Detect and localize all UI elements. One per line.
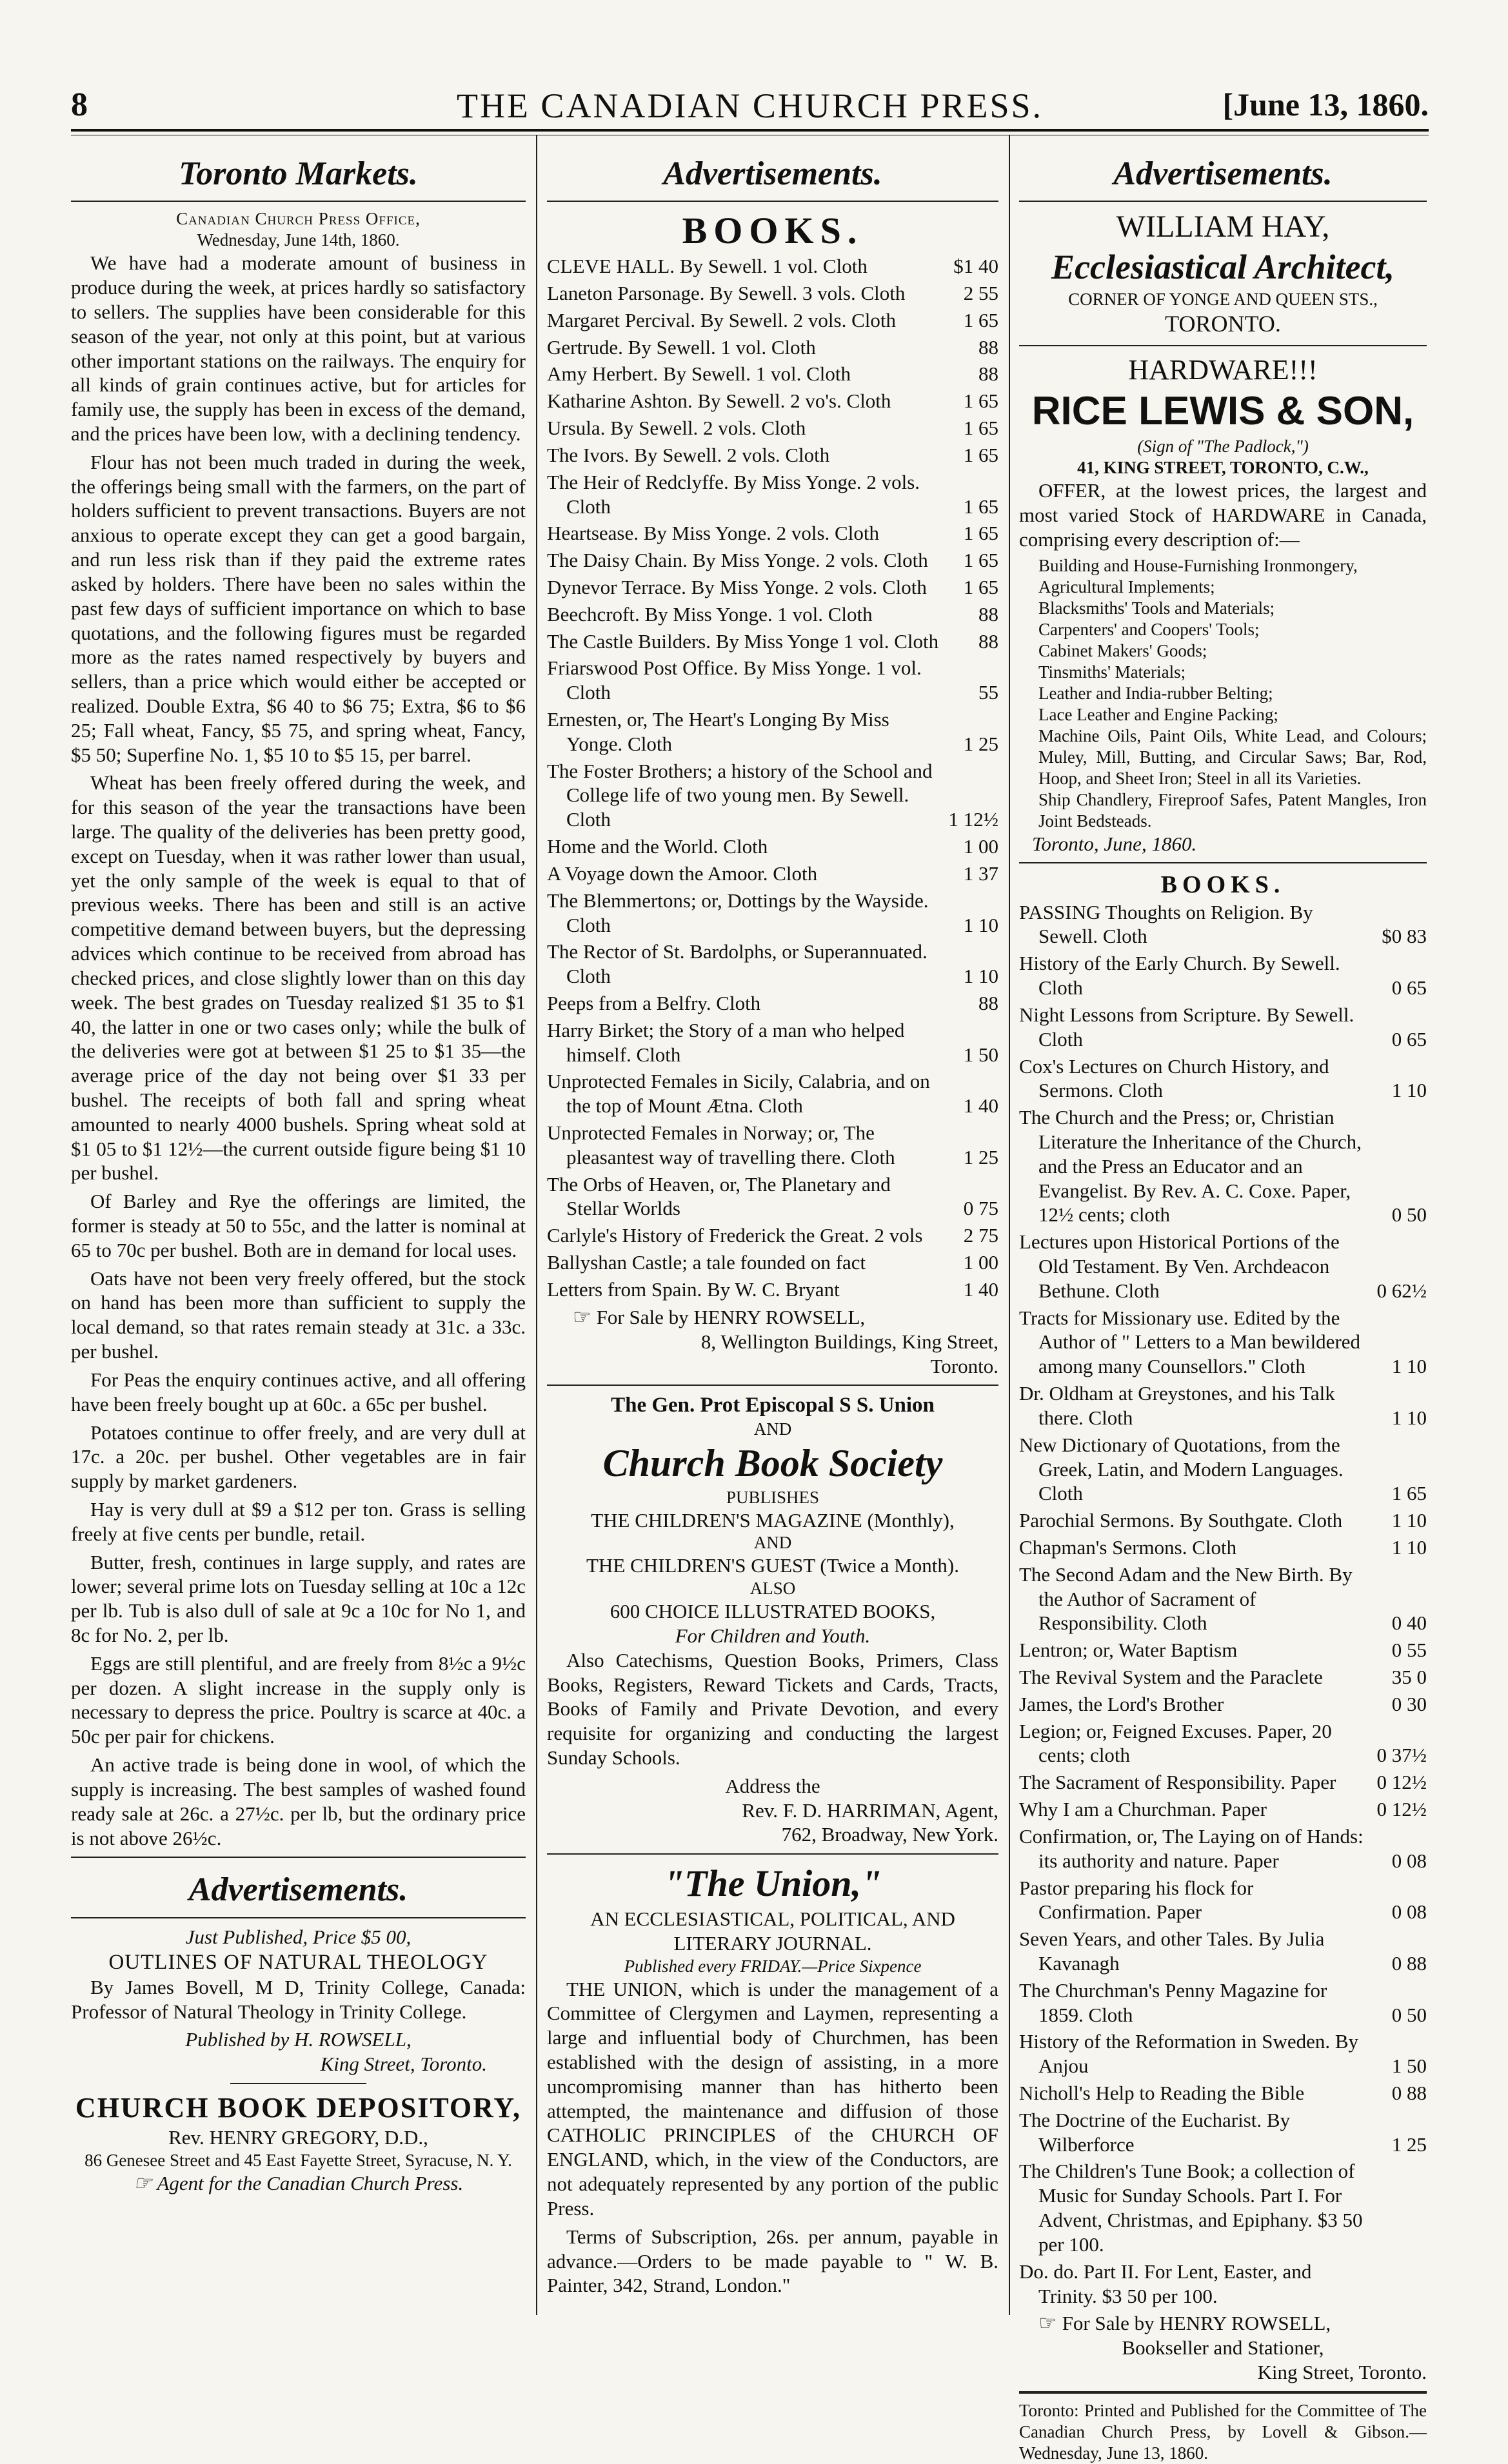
book-listing [547,991,998,1016]
book-listing [1019,1824,1427,1873]
book-title: Why I am a Churchman. Paper [1019,1798,1267,1821]
book-price: 1 10 [1391,1406,1427,1429]
book-title: Margaret Percival. By Sewell. 2 vols. Cloth [547,308,896,331]
address-the: Address the [725,1774,820,1797]
advertisements-heading: Advertisements. [188,1871,408,1909]
book-price: 1 65 [963,443,998,466]
hay-title: Ecclesiastical Architect, [1051,247,1394,286]
book-title: Lentron; or, Water Baptism [1019,1639,1238,1662]
book-price: 0 88 [1391,1951,1427,1975]
advertisements-heading: Advertisements. [663,155,882,192]
column-advertisements [1019,142,1427,2463]
book-listing [1019,2081,1427,2105]
markets-paragraph: Of Barley and Rye the offerings are limited, the former is steady at 50 to 55c, and the latter is nominal at 65 to 70c per bushel. Both are in demand for local uses. [71,1190,526,1261]
rice-lewis-title: RICE LEWIS & SON, [1031,389,1414,434]
book-title: PASSING Thoughts on Religion. By Sewell. Cloth [1019,900,1313,948]
book-listing [1019,1797,1427,1822]
depository-title: CHURCH BOOK DEPOSITORY, [75,2092,522,2124]
sale-role: Bookseller and Stationer, [1122,2336,1324,2360]
book-price: 1 10 [963,913,998,936]
and-label: AND [753,1419,792,1439]
markets-paragraph: Flour has not been much traded in during the week, the offerings being small with the farmers, on the part of holders sufficient to prevent transactions. Buyers are not anxious to operate except they can get a good bargain, and run less risk than if they paid the extreme rates asked by holders. There have been no sales within the past few days of sufficient importance on which to base quotations, and the following figures must be regarded more as the rates named respectively by buyers and sellers, than a price which would either be accepted or realized. Double Extra, $6 40 to $6 75; Extra, $6 to $6 25; Fall wheat, Fancy, $5 75, and spring wheat, Fancy, $5 50; Superfine No. 1, $5 10 to $5 15, per barrel. [71,450,526,766]
book-listing [1019,1638,1427,1662]
book-title: The Rector of St. Bardolphs, or Superannuated. Cloth [547,940,928,988]
books-title: BOOKS. [1160,871,1285,899]
book-price: 1 10 [1391,1079,1427,1102]
book-title: Seven Years, and other Tales. By Julia Kavanagh [1019,1927,1325,1975]
book-title: Pastor preparing his flock for Confirmation. Paper [1019,1876,1254,1924]
union-body: THE UNION, which is under the management of a Committee of Clergymen and Laymen, representing a large and influential body of Churchmen, has been established with the design of assisting, in a more uncompromising manner than has hitherto been attempted, the maintenance and diffusion of those CATHOLIC PRINCIPLES of the CHURCH OF ENGLAND, which, in the view of the Conductors, are not adequately represented by any portion of the public Press. [547,1977,998,2220]
book-price: 1 65 [963,522,998,545]
book-price: 1 25 [963,732,998,755]
divider [1019,862,1427,863]
book-listing [1019,1105,1427,1227]
hardware-item: Tinsmiths' Materials; [1038,662,1186,682]
union-subtitle: AN ECCLESIASTICAL, POLITICAL, AND LITERARY JOURNAL. [590,1907,955,1955]
book-price: 1 12½ [948,808,998,831]
outlines-author: By James Bovell, M D, Trinity College, Canada: Professor of Natural Theology in Trinity College. [71,1975,526,2023]
book-listing [547,575,998,600]
book-listing [1019,1665,1427,1690]
book-listing [547,602,998,627]
book-price: 0 62½ [1376,1279,1427,1302]
book-title: The Orbs of Heaven, or, The Planetary and Stellar Worlds [547,1172,891,1220]
markets-paragraph: Butter, fresh, continues in large supply, and rates are lower; several prime lots on Tuesday selling at 10c a 12c per lb. Tub is also dull of sale at 9c a 10c for No 1, and 8c for No. 2, per lb. [71,1550,526,1646]
book-listing [1019,1433,1427,1506]
book-price: 0 65 [1391,1027,1427,1050]
society-line: The Gen. Prot Episcopal S S. Union [611,1394,935,1417]
agent-address: 762, Broadway, New York. [781,1823,998,1846]
book-listing [1019,1054,1427,1103]
book-price: 1 25 [963,1145,998,1168]
book-listing [1019,2108,1427,2157]
book-price: 1 65 [963,575,998,598]
markets-heading: Toronto Markets. [179,155,418,192]
book-price: 0 88 [1391,2082,1427,2105]
publishes-label: PUBLISHES [726,1487,820,1507]
book-listing [547,862,998,886]
book-listing [547,254,998,279]
book-price: 2 55 [963,282,998,304]
divider [71,201,526,202]
rice-sign: (Sign of "The Padlock,") [1137,437,1309,456]
book-title: History of the Reformation in Sweden. By Anjou [1019,2030,1359,2078]
book-price: 88 [978,629,998,653]
book-price: 1 65 [1391,1482,1427,1505]
book-price: 1 65 [963,308,998,331]
book-title: The Church and the Press; or, Christian Literature the Inheritance of the Church, and the Press an Educator and an Evangelist. By Rev. A. C. Coxe. Paper, 12½ cents; cloth [1019,1106,1362,1227]
markets-dateline-date: Wednesday, June 14th, 1860. [197,230,400,250]
agent-text: Agent for the Canadian Church Press. [157,2172,464,2195]
union-published: Published every FRIDAY.—Price Sixpence [624,1956,922,1976]
book-listing [547,1172,998,1221]
hardware-item: Machine Oils, Paint Oils, White Lead, and Colours; Muley, Mill, Butting, and Circular Saws; Bar, Rod, Hoop, and Sheet Iron; Steel in all its Varieties. [1038,725,1427,788]
book-price: 1 25 [1391,2133,1427,2156]
book-price: 88 [978,335,998,359]
hardware-item: Lace Leather and Engine Packing; [1038,704,1278,724]
books-list [547,254,998,1302]
hardware-item: Leather and India-rubber Belting; [1038,683,1273,703]
book-listing [547,629,998,654]
hardware-item: Blacksmiths' Tools and Materials; [1038,598,1275,618]
book-title: Friarswood Post Office. By Miss Yonge. 1 vol. Cloth [547,656,922,704]
book-title: The Daisy Chain. By Miss Yonge. 2 vols. Cloth [547,549,928,572]
book-title: Nicholl's Help to Reading the Bible [1019,2082,1305,2105]
book-title: CLEVE HALL. By Sewell. 1 vol. Cloth [547,255,868,278]
sale-notice [1019,2311,1427,2336]
divider [547,1385,998,1386]
book-price: 0 75 [963,1197,998,1220]
book-listing [547,470,998,519]
book-listing [1019,1978,1427,2027]
book-price: 0 65 [1391,976,1427,1000]
book-listing [547,308,998,333]
book-listing [547,707,998,756]
book-price: 0 55 [1391,1639,1427,1662]
book-title: Laneton Parsonage. By Sewell. 3 vols. Cloth [547,282,906,304]
book-listing [547,416,998,440]
book-title: A Voyage down the Amoor. Cloth [547,862,818,885]
book-title: Dr. Oldham at Greystones, and his Talk there. Cloth [1019,1382,1335,1429]
book-title: The Churchman's Penny Magazine for 1859. Cloth [1019,1978,1327,2026]
book-title: Parochial Sermons. By Southgate. Cloth [1019,1509,1343,1532]
book-title: Lectures upon Historical Portions of the Old Testament. By Ven. Archdeacon Bethune. Cloth [1019,1230,1340,1302]
hardware-item: Ship Chandlery, Fireproof Safes, Patent Mangles, Iron Joint Bedsteads. [1038,789,1427,831]
hardware-title: HARDWARE!!! [1128,353,1318,386]
society-name: Church Book Society [602,1441,943,1484]
pointing-hand-icon: ☞ [133,2171,152,2195]
book-listing [1019,951,1427,1000]
book-price: 0 37½ [1376,1744,1427,1767]
book-listing [1019,2260,1427,2309]
published-address: King Street, Toronto. [320,2053,487,2076]
markets-paragraph: Oats have not been very freely offered, but the stock on hand has been more than sufficient to supply the local demand, so that rates remain steady at 31c. a 33c. per bushel. [71,1266,526,1363]
markets-paragraph: Wheat has been freely offered during the week, and for this season of the year the transactions have been large. The quality of the deliveries has been pretty good, except on Tuesday, when it was rather lower than usual, yet the only sample of the week is equal to that of previous weeks. There has been and still is an active competitive demand between buyers, but the depressing advices which continue to be received from abroad has checked prices, and close slightly lower than on this day week. The best grades on Tuesday realized $1 35 to $1 40, the latter in one or two cases only; while the bulk of the deliveries were got at between $1 25 to $1 35—the average price of the day not being over $1 33 per bushel. The receipts of both fall and spring wheat amounted to nearly 4000 bushels. Spring wheat sold at $1 05 to $1 12½—the current outside figure being $1 10 per bushel. [71,771,526,1185]
books-title: BOOKS. [682,210,864,252]
book-listing [1019,1927,1427,1976]
book-price: 0 50 [1391,1203,1427,1227]
book-listing [547,389,998,413]
book-listing [547,362,998,386]
book-title: The Revival System and the Paraclete [1019,1666,1323,1689]
column-markets [71,142,526,2315]
books-list [1019,900,1427,2309]
book-listing [547,548,998,573]
publication-title: THE CANADIAN CHURCH PRESS. [456,86,1044,125]
book-listing [1019,1381,1427,1430]
and-label: AND [753,1533,792,1553]
advertisements-heading: Advertisements. [1113,155,1333,192]
markets-paragraph: We have had a moderate amount of business in produce during the week, at prices hardly so satisfactory to sellers. The supplies have been considerable for this season of the year, not only at this point, but at various other important stations on the railways. The enquiry for all kinds of grain continues active, but for articles for family use, the supply has been in excess of the demand, and the prices have been low, with a declining tendency. [71,251,526,445]
book-listing [1019,1692,1427,1717]
book-listing [547,443,998,468]
book-title: Unprotected Females in Norway; or, The pleasantest way of travelling there. Cloth [547,1121,895,1168]
book-title: Gertrude. By Sewell. 1 vol. Cloth [547,335,816,359]
rice-address: 41, KING STREET, TORONTO, C.W., [1077,457,1369,477]
book-listing [547,759,998,832]
book-price: 1 50 [963,1043,998,1066]
book-listing [547,1250,998,1275]
markets-dateline-office: Canadian Church Press Office, [176,209,421,229]
just-published: Just Published, Price $5 00, [185,1925,412,1948]
book-title: The Ivors. By Sewell. 2 vols. Cloth [547,443,830,466]
also-label: ALSO [749,1579,796,1599]
book-price: 88 [978,991,998,1014]
hardware-list [1019,555,1427,831]
pointing-hand-icon: ☞ [1038,2311,1057,2335]
book-title: The Castle Builders. By Miss Yonge 1 vol. Cloth [547,629,939,653]
catechisms-text: Also Catechisms, Question Books, Primers, Class Books, Registers, Reward Tickets and Cards, Tracts, Books of Family and Private Devotion, and every requisite for organizing and conducting the largest Sunday Schools. [547,1648,998,1769]
sale-city: Toronto. [930,1354,998,1377]
book-price: 1 65 [963,417,998,440]
hardware-item: Carpenters' and Coopers' Tools; [1038,620,1260,640]
rice-offer: OFFER, at the lowest prices, the largest and most varied Stock of HARDWARE in Canada, comprising every description of:— [1019,478,1427,551]
book-title: Peeps from a Belfry. Cloth [547,991,761,1014]
book-title: New Dictionary of Quotations, from the Greek, Latin, and Modern Languages. Cloth [1019,1433,1344,1505]
divider [71,1857,526,1858]
for-children: For Children and Youth. [675,1624,871,1647]
book-price: 0 12½ [1376,1771,1427,1794]
book-price: 2 75 [963,1224,998,1247]
book-title: Ursula. By Sewell. 2 vols. Cloth [547,417,806,440]
book-listing [1019,1719,1427,1768]
book-listing [1019,2029,1427,2078]
depository-agent [71,2171,526,2196]
book-listing [547,335,998,360]
book-price: 1 37 [963,862,998,885]
hay-address: CORNER OF YONGE AND QUEEN STS., [1068,289,1378,309]
book-title: Carlyle's History of Frederick the Great. 2 vols [547,1224,923,1247]
book-listing [1019,1306,1427,1379]
book-title: The Heir of Redclyffe. By Miss Yonge. 2 vols. Cloth [547,470,920,518]
page-header [71,81,1429,126]
book-title: Beechcroft. By Miss Yonge. 1 vol. Cloth [547,602,873,626]
book-listing [547,1069,998,1118]
book-title: The Second Adam and the New Birth. By the Author of Sacrament of Responsibility. Cloth [1019,1562,1353,1635]
union-terms: Terms of Subscription, 26s. per annum, payable in advance.—Orders to be made payable to " W. B. Painter, 342, Strand, London." [547,2225,998,2297]
column-books [547,142,998,2315]
hardware-item: Agricultural Implements; [1038,577,1215,597]
book-title: The Blemmertons; or, Dottings by the Wayside. Cloth [547,889,929,936]
book-listing [1019,900,1427,949]
book-price: 0 08 [1391,1900,1427,1924]
book-title: Home and the World. Cloth [547,835,768,858]
divider [547,201,998,202]
book-listing [547,834,998,859]
book-title: The Sacrament of Responsibility. Paper [1019,1771,1336,1794]
union-title: "The Union," [663,1862,882,1905]
book-title: Unprotected Females in Sicily, Calabria, and on the top of Mount Ætna. Cloth [547,1070,930,1118]
markets-paragraph: For Peas the enquiry continues active, and all offering have been freely bought up at 60c. a 65c per bushel. [71,1368,526,1415]
sale-notice [547,1305,998,1330]
book-title: Amy Herbert. By Sewell. 1 vol. Cloth [547,362,851,386]
book-listing [1019,1508,1427,1533]
book-price: 0 30 [1391,1692,1427,1715]
book-listing [547,940,998,989]
book-listing [547,1018,998,1067]
hardware-item: Cabinet Makers' Goods; [1038,641,1207,661]
book-listing [1019,1562,1427,1635]
book-title: Letters from Spain. By W. C. Bryant [547,1277,840,1301]
book-listing [1019,1230,1427,1303]
book-price: 1 10 [1391,1355,1427,1378]
book-title: Night Lessons from Scripture. By Sewell. Cloth [1019,1003,1354,1050]
divider [71,1917,526,1918]
book-title: Ernesten, or, The Heart's Longing By Miss Yonge. Cloth [547,708,889,755]
book-price: 0 12½ [1376,1798,1427,1821]
divider [230,2083,367,2084]
book-price: 1 10 [1391,1535,1427,1559]
book-title: Confirmation, or, The Laying on of Hands: its authority and nature. Paper [1019,1824,1364,1872]
book-price: 88 [978,362,998,386]
book-title: The Foster Brothers; a history of the School and College life of two young men. By Sewell. Cloth [547,759,933,831]
book-listing [547,656,998,705]
rice-date: Toronto, June, 1860. [1032,832,1197,855]
hay-name: WILLIAM HAY, [1116,210,1330,244]
depository-address: 86 Genesee Street and 45 East Fayette Street, Syracuse, N. Y. [84,2150,512,2170]
childrens-guest: THE CHILDREN'S GUEST (Twice a Month). [586,1554,959,1577]
book-price: 1 65 [963,495,998,518]
book-listing [547,1121,998,1170]
book-price: 0 40 [1391,1611,1427,1635]
divider [1019,345,1427,346]
book-listing [1019,1535,1427,1560]
book-title: The Children's Tune Book; a collection of Music for Sunday Schools. Part I. For Advent, Christmas, and Epiphany. $3 50 per 100. [1019,2160,1363,2256]
sale-address: King Street, Toronto. [1257,2361,1427,2384]
book-price: 1 50 [1391,2055,1427,2078]
book-listing [547,1223,998,1248]
divider [1019,201,1427,202]
book-price: 1 40 [963,1094,998,1118]
hardware-item: Building and House-Furnishing Ironmongery, [1038,556,1358,576]
sale-by: For Sale by HENRY ROWSELL, [1062,2312,1331,2335]
book-price: 1 65 [963,389,998,413]
book-listing [1019,1876,1427,1925]
book-price: $1 40 [953,255,998,278]
book-listing [547,281,998,306]
book-title: James, the Lord's Brother [1019,1692,1224,1715]
book-price: 1 65 [963,549,998,572]
pointing-hand-icon: ☞ [573,1305,591,1328]
book-listing [1019,1003,1427,1052]
issue-date: [June 13, 1860. [1222,86,1429,123]
book-price: 0 50 [1391,2003,1427,2026]
book-price: 1 10 [963,965,998,988]
book-title: Legion; or, Feigned Excuses. Paper, 20 cents; cloth [1019,1719,1332,1767]
book-title: Ballyshan Castle; a tale founded on fact [547,1251,866,1274]
printer-imprint: Toronto: Printed and Published for the Committee of The Canadian Church Press, by Lovell & Gibson.—Wednesday, June 13, 1860. [1019,2401,1427,2463]
book-title: History of the Early Church. By Sewell. Cloth [1019,952,1340,1000]
book-price: 1 40 [963,1277,998,1301]
book-listing [547,1277,998,1302]
markets-paragraph: Hay is very dull at $9 a $12 per ton. Grass is selling freely at five cents per bundle, retail. [71,1497,526,1545]
book-title: Chapman's Sermons. Cloth [1019,1535,1237,1559]
sale-address: 8, Wellington Buildings, King Street, [700,1330,998,1353]
book-price: 88 [978,602,998,626]
outlines-title: OUTLINES OF NATURAL THEOLOGY [108,1950,488,1974]
book-listing [547,521,998,546]
book-price: 55 [978,681,998,704]
divider [547,1853,998,1855]
book-title: Cox's Lectures on Church History, and Sermons. Cloth [1019,1054,1329,1102]
book-title: Do. do. Part II. For Lent, Easter, and Trinity. $3 50 per 100. [1019,2260,1312,2307]
book-title: The Doctrine of the Eucharist. By Wilberforce [1019,2108,1291,2156]
book-title: Heartsease. By Miss Yonge. 2 vols. Cloth [547,522,879,545]
book-listing [1019,2159,1427,2256]
book-title: Tracts for Missionary use. Edited by the Author of " Letters to a Man bewildered among many Counsellors." Cloth [1019,1306,1361,1378]
agent-name: Rev. F. D. HARRIMAN, Agent, [742,1799,998,1822]
book-price: 35 0 [1391,1666,1427,1689]
column-divider-2 [1009,135,1010,2315]
book-price: $0 83 [1382,925,1427,948]
header-rule [71,129,1429,135]
book-price: 1 00 [963,1251,998,1274]
hay-city: TORONTO. [1165,310,1281,337]
published-by: Published by H. ROWSELL, [185,2028,412,2051]
childrens-magazine: THE CHILDREN'S MAGAZINE (Monthly), [591,1508,955,1532]
book-listing [1019,1770,1427,1795]
column-divider-1 [536,135,537,2315]
page-number: 8 [71,86,88,123]
book-title: Harry Birket; the Story of a man who helped himself. Cloth [547,1018,905,1066]
book-price: 1 00 [963,835,998,858]
divider [1019,2391,1427,2394]
book-price: 1 10 [1391,1509,1427,1532]
markets-paragraph: Eggs are still plentiful, and are freely from 8½c a 9½c per dozen. A slight increase in the supply only is necessary to depress the price. Poultry is scarce at 40c. a 50c per pair for chickens. [71,1651,526,1748]
book-title: Katharine Ashton. By Sewell. 2 vo's. Cloth [547,389,891,413]
sale-by: For Sale by HENRY ROWSELL, [596,1305,866,1328]
markets-paragraph: Potatoes continue to offer freely, and are very dull at 17c. a 20c. per bushel. Other vegetables are in fair supply by market gardeners. [71,1421,526,1493]
book-price: 0 08 [1391,1849,1427,1872]
markets-paragraph: An active trade is being done in wool, of which the supply is increasing. The best samples of washed found ready sale at 26c. a 27½c. per lb, but the ordinary price is not above 26½c. [71,1753,526,1849]
book-title: Dynevor Terrace. By Miss Yonge. 2 vols. Cloth [547,575,927,598]
depository-rev: Rev. HENRY GREGORY, D.D., [168,2125,428,2149]
illustrated-books: 600 CHOICE ILLUSTRATED BOOKS, [610,1600,936,1623]
book-listing [547,889,998,938]
